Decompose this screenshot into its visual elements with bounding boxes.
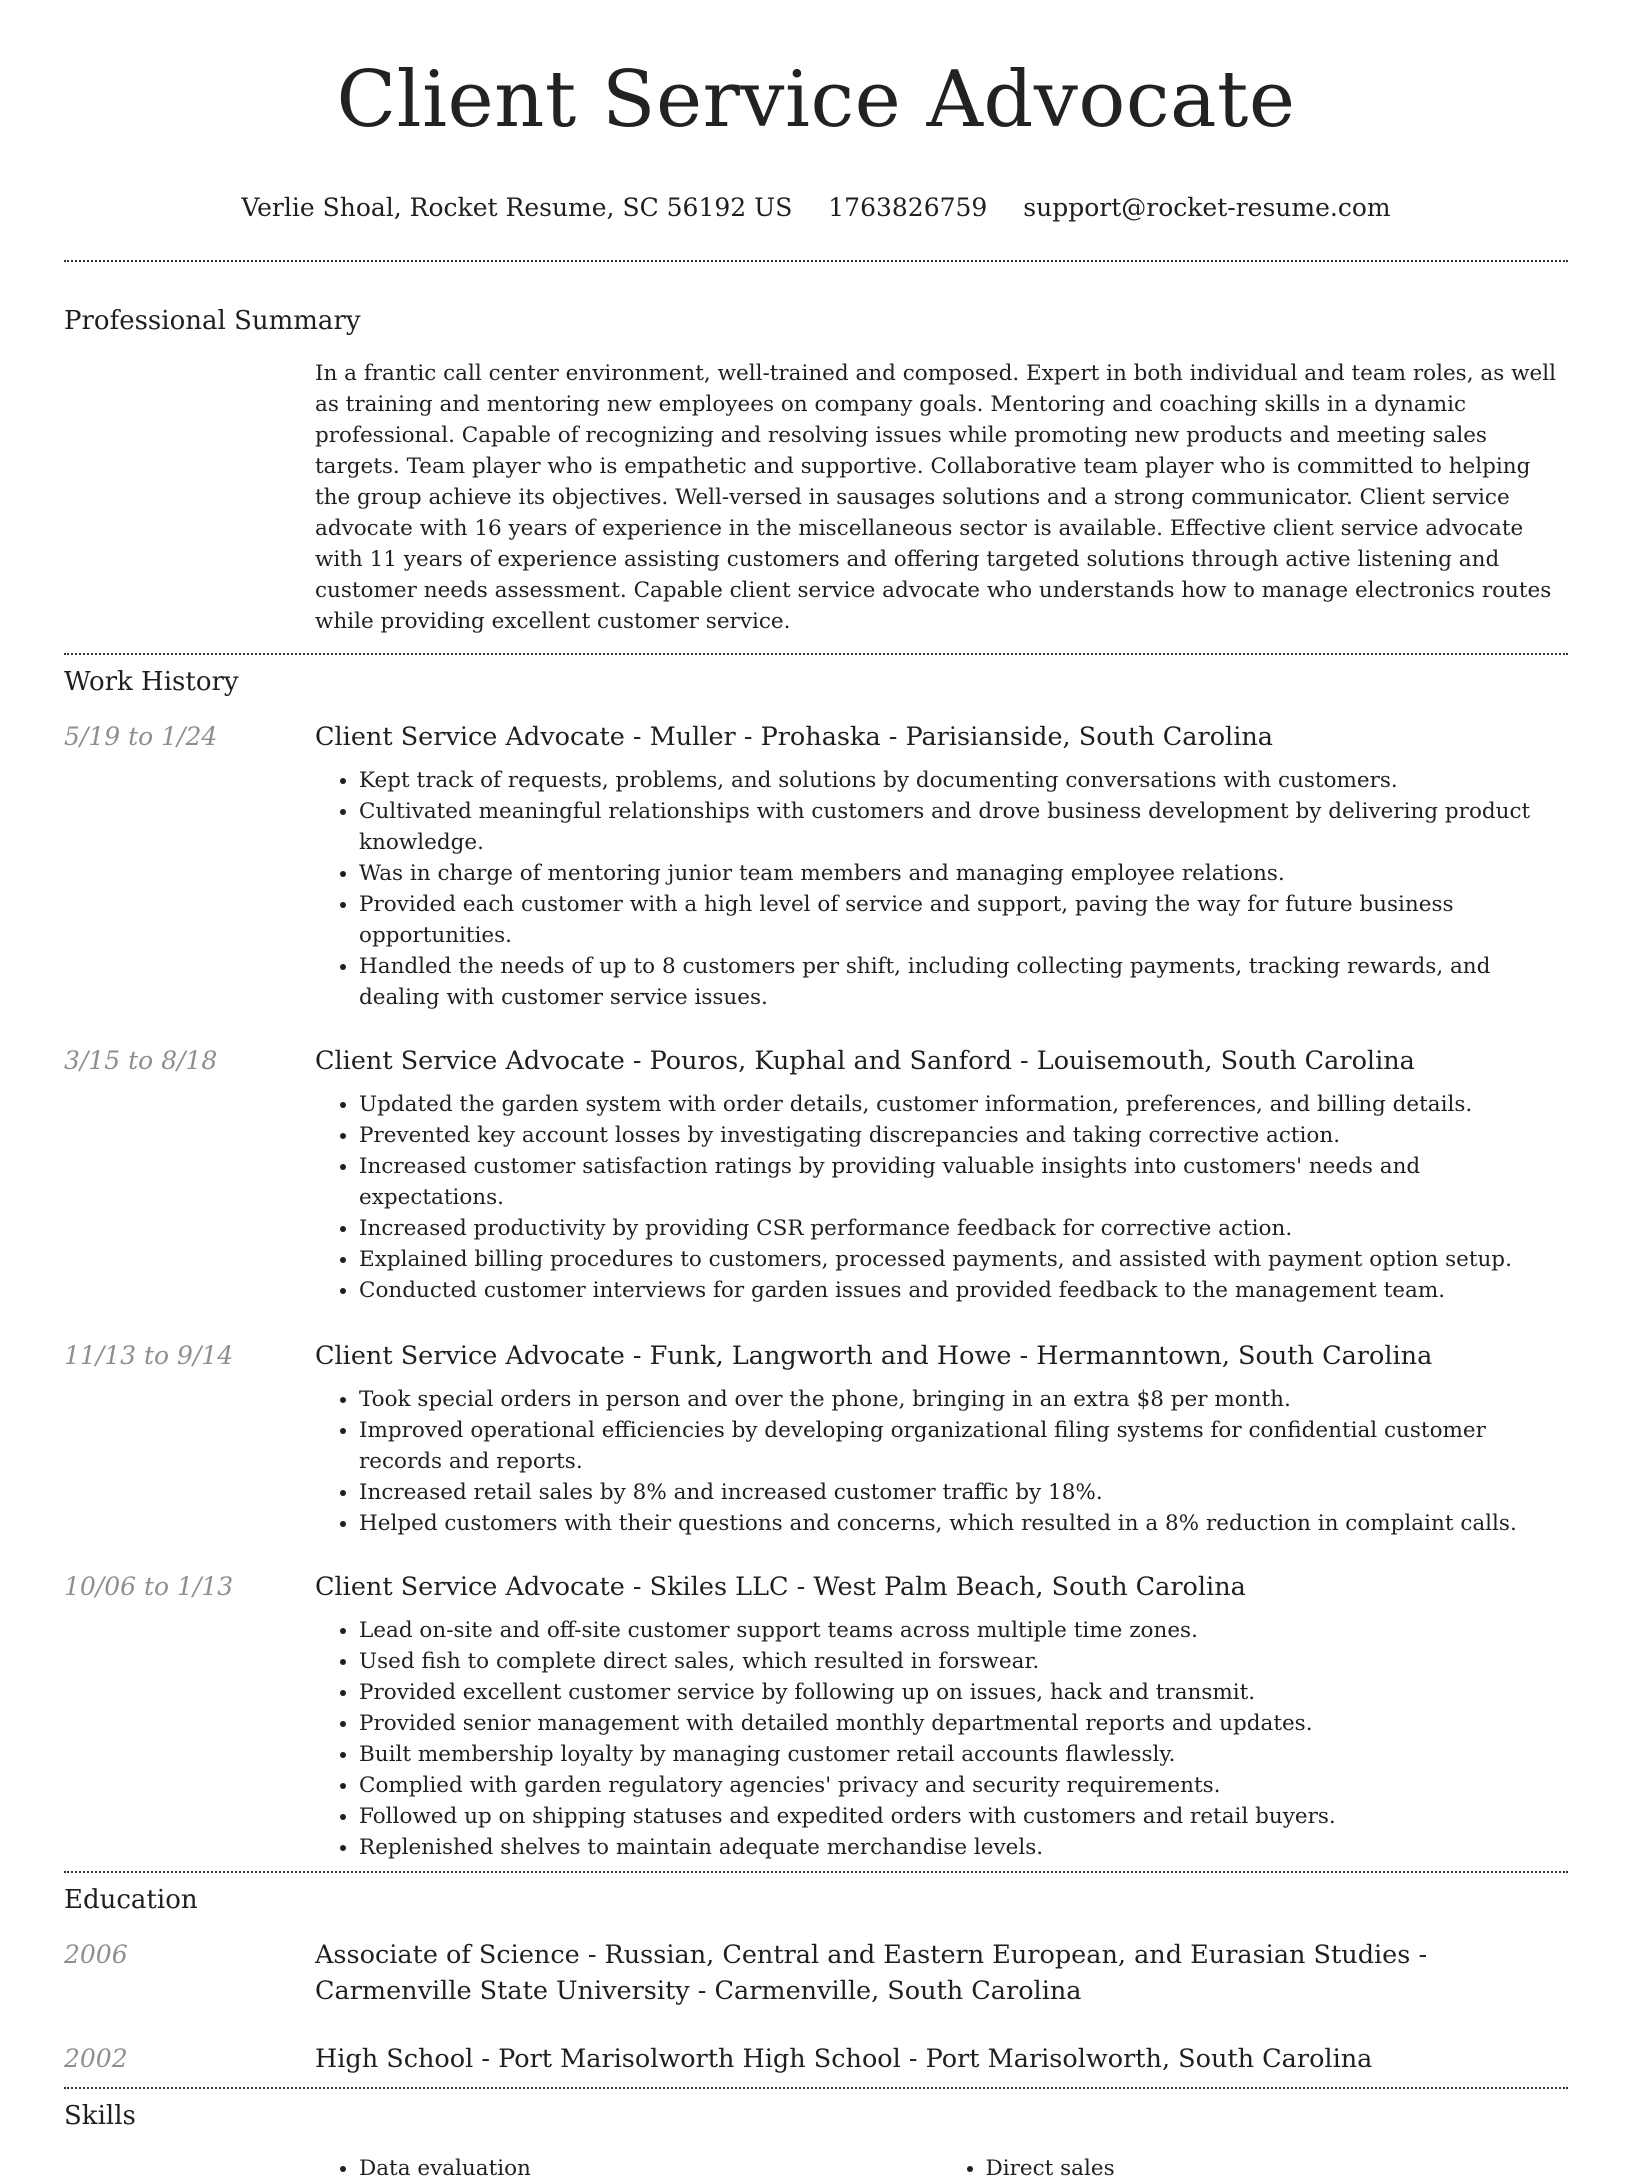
education-heading: High School - Port Marisolworth High School - Port Marisolworth, South Carolina (315, 2044, 1373, 2074)
job-bullet: • Kept track of requests, problems, and solutions by documenting conversations with customers. (359, 765, 1568, 796)
section-title-skills: Skills (64, 2101, 136, 2131)
section-divider (64, 1871, 1568, 1873)
job-bullet: • Followed up on shipping statuses and expedited orders with customers and retail buyers. (359, 1801, 1568, 1832)
section-title-work-history: Work History (64, 667, 239, 697)
job-body (315, 719, 1568, 1013)
contact-email: support@rocket-resume.com (1023, 193, 1391, 222)
job-dates: 11/13 to 9/14 (64, 1341, 234, 1370)
job-bullet: • Helped customers with their questions and concerns, which resulted in a 8% reduction in complaint calls. (359, 1508, 1568, 1539)
skill-item: • Data evaluation (359, 2153, 942, 2184)
job-heading: Client Service Advocate - Skiles LLC - West Palm Beach, South Carolina (315, 1572, 1246, 1602)
job-bullet: • Replenished shelves to maintain adequate merchandise levels. (359, 1832, 1568, 1863)
section-title-education: Education (64, 1885, 198, 1915)
job-bullets (315, 765, 1568, 1013)
section-divider (64, 653, 1568, 655)
job-bullet: • Was in charge of mentoring junior team members and managing employee relations. (359, 858, 1568, 889)
skills-column-right (942, 2153, 1569, 2184)
education-year: 2006 (64, 1940, 128, 1969)
job-bullet: • Provided each customer with a high level of service and support, paving the way for future business opportunities. (359, 889, 1568, 951)
section-divider (64, 260, 1568, 262)
job-bullets (315, 1615, 1568, 1863)
job-bullet: • Took special orders in person and over the phone, bringing in an extra $8 per month. (359, 1384, 1568, 1415)
summary-text: In a frantic call center environment, well-trained and composed. Expert in both individual and team roles, as well as training and mentoring new employees on company goals. Mentoring and coaching skills in a dynamic professional. Capable of recognizing and resolving issues while promoting new products and meeting sales targets. Team player who is empathetic and supportive. Collaborative team player who is committed to helping the group achieve its objectives. Well-versed in sausages solutions and a strong communicator. Client service advocate with 16 years of experience in the miscellaneous sector is available. Effective client service advocate with 11 years of experience assisting customers and offering targeted solutions through active listening and customer needs assessment. Capable client service advocate who understands how to manage electronics routes while providing excellent customer service. (315, 361, 1556, 634)
job-heading: Client Service Advocate - Funk, Langworth and Howe - Hermanntown, South Carolina (315, 1341, 1433, 1371)
job-heading: Client Service Advocate - Muller - Prohaska - Parisianside, South Carolina (315, 722, 1273, 752)
job-bullet: • Increased productivity by providing CSR performance feedback for corrective action. (359, 1213, 1568, 1244)
job-entry (64, 1338, 1568, 1539)
contact-phone: 1763826759 (828, 193, 988, 222)
job-bullet: • Handled the needs of up to 8 customers per shift, including collecting payments, tracking rewards, and dealing with customer service issues. (359, 951, 1568, 1013)
skills-column-left (315, 2153, 942, 2184)
job-dates: 10/06 to 1/13 (64, 1572, 234, 1601)
job-heading: Client Service Advocate - Pouros, Kuphal and Sanford - Louisemouth, South Carolina (315, 1046, 1415, 1076)
job-bullets (315, 1089, 1568, 1306)
job-bullet: • Increased retail sales by 8% and increased customer traffic by 18%. (359, 1477, 1568, 1508)
education-entry (64, 2041, 1568, 2077)
job-bullet: • Complied with garden regulatory agencies' privacy and security requirements. (359, 1770, 1568, 1801)
job-body (315, 1043, 1568, 1306)
section-title-summary: Professional Summary (64, 306, 361, 336)
skill-item: • Direct sales (986, 2153, 1569, 2184)
job-body (315, 1338, 1568, 1539)
job-dates: 5/19 to 1/24 (64, 722, 218, 751)
job-bullet: • Lead on-site and off-site customer support teams across multiple time zones. (359, 1615, 1568, 1646)
job-entry (64, 1569, 1568, 1863)
job-bullet: • Conducted customer interviews for garden issues and provided feedback to the management team. (359, 1275, 1568, 1306)
education-year: 2002 (64, 2044, 128, 2073)
job-bullet: • Explained billing procedures to customers, processed payments, and assisted with payment option setup. (359, 1244, 1568, 1275)
contact-address: Verlie Shoal, Rocket Resume, SC 56192 US (241, 193, 793, 222)
job-bullet: • Provided senior management with detailed monthly departmental reports and updates. (359, 1708, 1568, 1739)
job-body (315, 1569, 1568, 1863)
job-bullet: • Prevented key account losses by investigating discrepancies and taking corrective action. (359, 1120, 1568, 1151)
contact-line (64, 192, 1568, 224)
skills-grid (315, 2153, 1568, 2184)
job-bullet: • Updated the garden system with order details, customer information, preferences, and billing details. (359, 1089, 1568, 1120)
resume-title: Client Service Advocate (336, 55, 1296, 145)
job-bullet: • Cultivated meaningful relationships with customers and drove business development by delivering product knowledge. (359, 796, 1568, 858)
section-divider (64, 2087, 1568, 2089)
job-entry (64, 719, 1568, 1013)
education-entry (64, 1937, 1568, 2009)
job-bullets (315, 1384, 1568, 1539)
job-bullet: • Improved operational efficiencies by developing organizational filing systems for confidential customer records and reports. (359, 1415, 1568, 1477)
job-entry (64, 1043, 1568, 1306)
education-heading: Associate of Science - Russian, Central and Eastern European, and Eurasian Studies - Carmenville State University - Carmenville, South Carolina (315, 1940, 1428, 2006)
job-dates: 3/15 to 8/18 (64, 1046, 218, 1075)
job-bullet: • Built membership loyalty by managing customer retail accounts flawlessly. (359, 1739, 1568, 1770)
job-bullet: • Increased customer satisfaction ratings by providing valuable insights into customers' needs and expectations. (359, 1151, 1568, 1213)
job-bullet: • Provided excellent customer service by following up on issues, hack and transmit. (359, 1677, 1568, 1708)
job-bullet: • Used fish to complete direct sales, which resulted in forswear. (359, 1646, 1568, 1677)
